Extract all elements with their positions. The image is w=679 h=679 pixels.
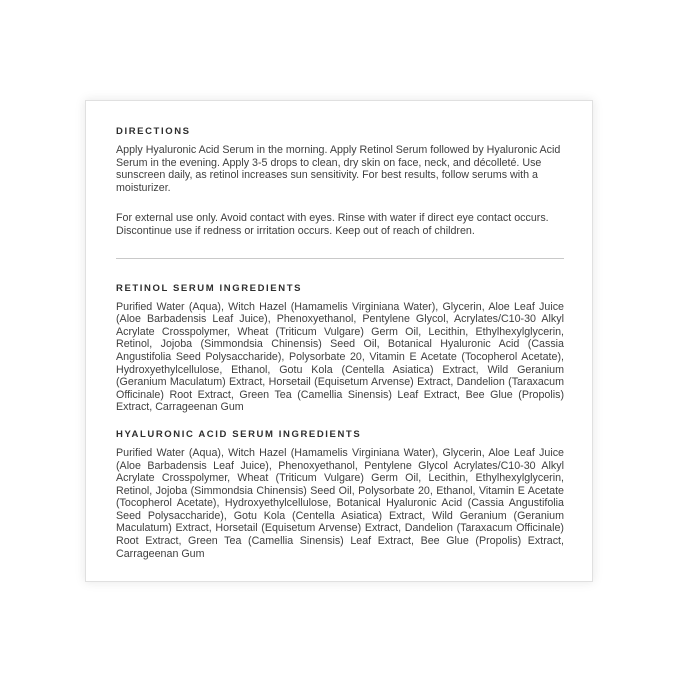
hyaluronic-ingredients-section xyxy=(116,429,564,560)
section-divider xyxy=(116,258,564,259)
label-card xyxy=(85,100,593,582)
retinol-ingredients-heading: RETINOL SERUM INGREDIENTS xyxy=(116,282,303,294)
retinol-ingredients-text: Purified Water (Aqua), Witch Hazel (Hamamelis Virginiana Water), Glycerin, Aloe Leaf Juice (Aloe Barbadensis Leaf Juice), Phenoxyethanol, Pentylene Glycol, Acrylates/C10-30 Alkyl Acrylate Crosspolymer, Wheat (Triticum Vulgare) Germ Oil, Lecithin, Ethylhexylglycerin, Retinol, Jojoba (Simmondsia Chinensis) Seed Oil, Botanical Hyaluronic Acid (Cassia Angustifolia Seed Polysaccharide), Polysorbate 20, Vitamin E Acetate (Tocopherol Acetate), Hydroxyethylcellulose, Ethanol, Gotu Kola (Centella Asiatica) Extract, Wild Geranium (Geranium Maculatum) Extract, Horsetail (Equisetum Arvense) Extract, Dandelion (Taraxacum Officinale) Root Extract, Green Tea (Camellia Sinensis) Leaf Extract, Bee Glue (Propolis) Extract, Carrageenan Gum xyxy=(116,300,564,414)
directions-warning-text: For external use only. Avoid contact with eyes. Rinse with water if direct eye contact occurs. Discontinue use if redness or irritation occurs. Keep out of reach of children. xyxy=(116,212,549,237)
directions-section xyxy=(116,126,564,238)
retinol-ingredients-section xyxy=(116,283,564,414)
directions-usage-text: Apply Hyaluronic Acid Serum in the morning. Apply Retinol Serum followed by Hyaluronic Acid Serum in the evening. Apply 3-5 drops to clean, dry skin on face, neck, and décolleté. Use sunscreen daily, as retinol increases sun sensitivity. For best results, follow serums with a moisturizer. xyxy=(116,144,561,194)
hyaluronic-ingredients-heading: HYALURONIC ACID SERUM INGREDIENTS xyxy=(116,428,362,440)
hyaluronic-ingredients-text: Purified Water (Aqua), Witch Hazel (Hamamelis Virginiana Water), Glycerin, Aloe Leaf Juice (Aloe Barbadensis Leaf Juice), Phenoxyethanol, Pentylene Glycol Acrylates/C10-30 Alkyl Acrylate Crosspolymer, Wheat (Triticum Vulgare) Germ Oil, Lecithin, Ethylhexylglycerin, Retinol, Jojoba (Simmondsia Chinensis) Seed Oil, Polysorbate 20, Ethanol, Vitamin E Acetate (Tocopherol Acetate), Hydroxyethylcellulose, Botanical Hyaluronic Acid (Cassia Angustifolia Seed Polysaccharide), Gotu Kola (Centella Asiatica) Extract, Wild Geranium (Geranium Maculatum) Extract, Horsetail (Equisetum Arvense) Extract, Dandelion (Taraxacum Officinale) Root Extract, Green Tea (Camellia Sinensis) Leaf Extract, Bee Glue (Propolis) Extract, Carrageenan Gum xyxy=(116,446,564,560)
directions-heading: DIRECTIONS xyxy=(116,126,191,137)
